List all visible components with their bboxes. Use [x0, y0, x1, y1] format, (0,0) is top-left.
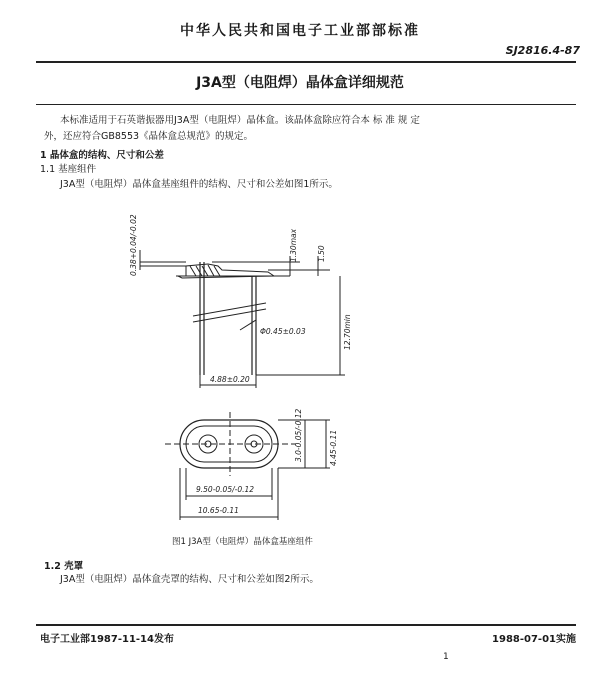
- figure-1-caption: 图1 J3A型（电阻焊）晶体盒基座组件: [172, 537, 313, 547]
- dim-text-top-mid: 1.30max: [289, 228, 298, 262]
- standard-code: SJ2816.4-87: [505, 44, 580, 57]
- dim-text-pin-dia: Φ0.45±0.03: [260, 327, 306, 336]
- section-1-1-heading: 1.1 基座组件: [40, 164, 97, 175]
- document-title: J3A型（电阻焊）晶体盒详细规范: [196, 75, 404, 91]
- dim-text-body-height: 4.45-0.11: [329, 429, 338, 466]
- section-1-2-text: J3A型（电阻焊）晶体盒壳罩的结构、尺寸和公差如图2所示。: [60, 574, 319, 585]
- base-hatch: [190, 265, 220, 276]
- dim-text-base-height: 3.0-0.05/-0.12: [294, 408, 303, 462]
- page-number: 1: [443, 652, 449, 662]
- intro-line-1: 本标准适用于石英谐振器用J3A型（电阻焊）晶体盒。该晶体盒除应符合本 标 准 规 定: [60, 115, 420, 126]
- dim-text-outer-len: 10.65-0.11: [198, 506, 239, 515]
- dim-text-pin-spacing: 4.88±0.20: [210, 375, 250, 384]
- leader-pin-dia: [240, 320, 256, 330]
- dim-text-top-right: 1.50: [317, 245, 326, 262]
- section-1-1-text: J3A型（电阻焊）晶体盒基座组件的结构、尺寸和公差如图1所示。: [60, 179, 338, 190]
- footer-rule: [36, 624, 576, 626]
- effective-date: 1988-07-01实施: [492, 634, 576, 645]
- intro-line-2: 外，还应符合GB8553《晶体盒总规范》的规定。: [44, 131, 254, 142]
- issued-date: 电子工业部1987-11-14发布: [40, 634, 174, 645]
- dim-text-pin-len: 12.70min: [343, 314, 352, 350]
- standard-header-title: 中华人民共和国电子工业部部标准: [180, 23, 420, 39]
- section-1-heading: 1 晶体盒的结构、尺寸和公差: [40, 150, 164, 161]
- section-1-2-heading: 1.2 壳罩: [44, 561, 84, 572]
- dim-text-top-left: 0.38+0.04/-0.02: [129, 214, 138, 276]
- dim-text-inner-len: 9.50-0.05/-0.12: [196, 485, 255, 494]
